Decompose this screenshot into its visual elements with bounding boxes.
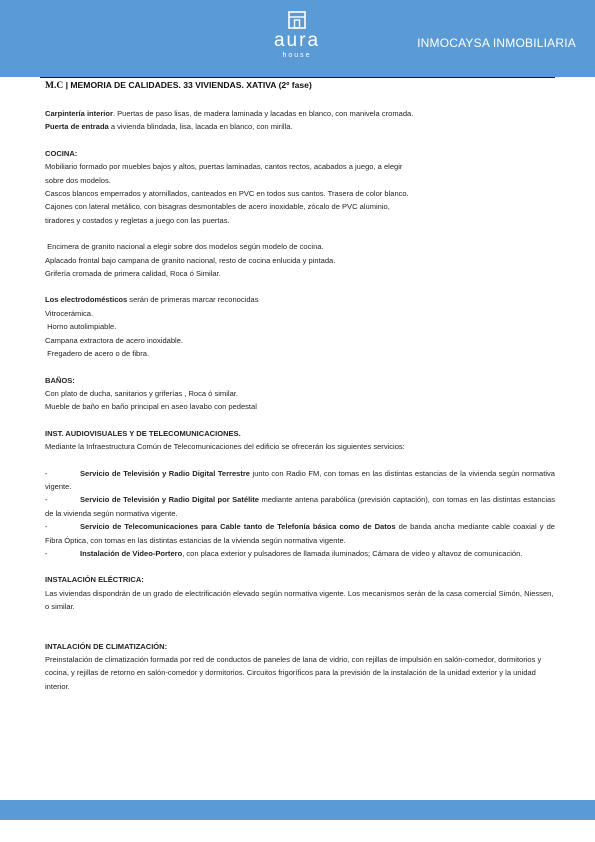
servicio-text: mediante antena parabólica (previsión captación), con tomas en las distintas estancias de la vivienda según normativa vigente. <box>45 495 555 518</box>
electrodomesticos-label: Los electrodomésticos <box>45 295 128 305</box>
electrica-text: Las viviendas dispondrán de un grado de electrificación elevado según normativa vigente. Los mecanismos serán de la casa comercial Simón, Niessen, o similar. <box>45 588 554 612</box>
cocina-encimera-line: Aplacado frontal bajo campana de granito nacional, resto de cocina enlucida y pintada. <box>45 255 336 265</box>
banos-heading: BAÑOS: <box>45 375 75 385</box>
servicio-label: Servicio de Televisión y Radio Digital Terrestre <box>80 468 251 478</box>
carpinteria-label: Carpintería interior <box>45 109 113 118</box>
servicio-item <box>45 547 555 560</box>
cocina-line: sobre dos modelos. <box>45 175 111 185</box>
puerta-entrada-text: a vivienda blindada, lisa, lacada en blanco, con mirilla. <box>108 122 293 132</box>
audiovisuales-intro: Mediante la Infraestructura Común de Telecomunicaciones del edificio se ofrecerán los siguientes servicios: <box>45 442 405 452</box>
electrodomesticos-paragraph <box>45 293 555 306</box>
electrodomesticos-text: serán de primeras marcar reconocidas <box>127 295 259 305</box>
cocina-encimera-line: Encimera de granito nacional a elegir sobre dos modelos según modelo de cocina. <box>45 242 324 252</box>
banos-line: Mueble de baño en baño principal en aseo lavabo con pedestal <box>45 402 257 412</box>
list-dash: - <box>45 468 48 478</box>
puerta-entrada-label: Puerta de entrada <box>45 122 109 132</box>
cocina-line: Cascos blancos emperrados y atornillados, canteados en PVC en todos sus cantos. Trasera de color blanco. <box>45 189 409 199</box>
servicio-item <box>45 520 555 547</box>
electrodomestico-item: Campana extractora de acero inoxidable. <box>45 335 184 345</box>
list-dash: - <box>45 548 48 558</box>
cocina-encimera-line: Grifería cromada de primera calidad, Roca ó Similar. <box>45 269 221 279</box>
servicio-label: Instalación de Video-Portero <box>80 548 183 558</box>
cocina-line: Cajones con lateral metálico, con bisagras desmontables de acero inoxidable, zócalo de PVC aluminio, <box>45 202 390 212</box>
puerta-entrada-paragraph <box>45 120 555 133</box>
cocina-heading: COCINA: <box>45 148 78 158</box>
logo-wordmark: aura <box>273 30 321 51</box>
logo-subtitle: house <box>282 52 312 59</box>
title-code: M.C <box>45 81 64 91</box>
servicio-text: , con placa exterior y pulsadores de llamada iluminados; Cámara de video y altavoz de comunicación. <box>182 548 523 558</box>
title-text: MEMORIA DE CALIDADES. 33 VIVIENDAS. XATIVA (2º fase) <box>70 80 312 90</box>
footer-band <box>0 800 595 820</box>
electrodomestico-item: Fregadero de acero o de fibra. <box>45 349 150 359</box>
list-dash: - <box>45 522 48 532</box>
servicio-item <box>45 493 555 520</box>
electrica-heading: INSTALACIÓN ELÉCTRICA: <box>45 575 144 585</box>
servicio-text: junto con Radio FM, con tomas en las distintas estancias de la vivienda según normativa vigente. <box>45 468 555 491</box>
banos-line: Con plato de ducha, sanitarios y griferías , Roca ó similar. <box>45 388 238 398</box>
servicio-item <box>45 467 555 494</box>
servicio-label: Servicio de Televisión y Radio Digital por Satélite <box>80 495 259 505</box>
electrodomestico-item: Horno autolimpiable. <box>45 322 117 332</box>
document-title <box>45 80 312 91</box>
header-band <box>0 0 595 77</box>
carpinteria-text: . Puertas de paso lisas, de madera laminada y lacadas en blanco, con manivela cromada. <box>112 109 414 118</box>
list-dash: - <box>45 495 48 505</box>
cocina-line: tiradores y costados y regletas a juego con las puertas. <box>45 215 230 225</box>
audiovisuales-heading: INST. AUDIOVISUALES Y DE TELECOMUNICACIONES. <box>45 428 241 438</box>
climatizacion-heading: INTALACIÓN DE CLIMATIZACIÓN: <box>45 641 168 651</box>
servicio-text: de banda ancha mediante cable coaxial y de Fibra Óptica, con tomas en las distintas estancias de la vivienda según normativa vigente. <box>45 522 556 545</box>
servicio-label: Servicio de Telecomunicaciones para Cable tanto de Telefonía básica como de Datos <box>80 522 396 532</box>
electrodomestico-item: Vitrocerámica. <box>45 308 94 318</box>
cocina-line: Mobiliario formado por muebles bajos y altos, puertas laminadas, cantos rectos, acabados a juego, a elegir <box>45 162 403 172</box>
title-divider <box>40 77 555 78</box>
company-name: INMOCAYSA INMOBILIARIA <box>417 36 576 50</box>
carpinteria-paragraph <box>45 107 555 120</box>
brand-logo <box>262 10 332 60</box>
climatizacion-text: Preinstalación de climatización formada por red de conductos de paneles de lana de vidrio, con rejillas de impulsión en salón-comedor, dormitorios y cocina, y rejillas de retorno en salón-comedor y dormitorios. Circuitos frigoríficos para la previsión de la instalación de la unidad exterior y la unidad interior. <box>45 655 542 691</box>
house-icon <box>287 10 307 30</box>
document-body <box>45 107 555 693</box>
title-separator: | <box>63 80 71 90</box>
